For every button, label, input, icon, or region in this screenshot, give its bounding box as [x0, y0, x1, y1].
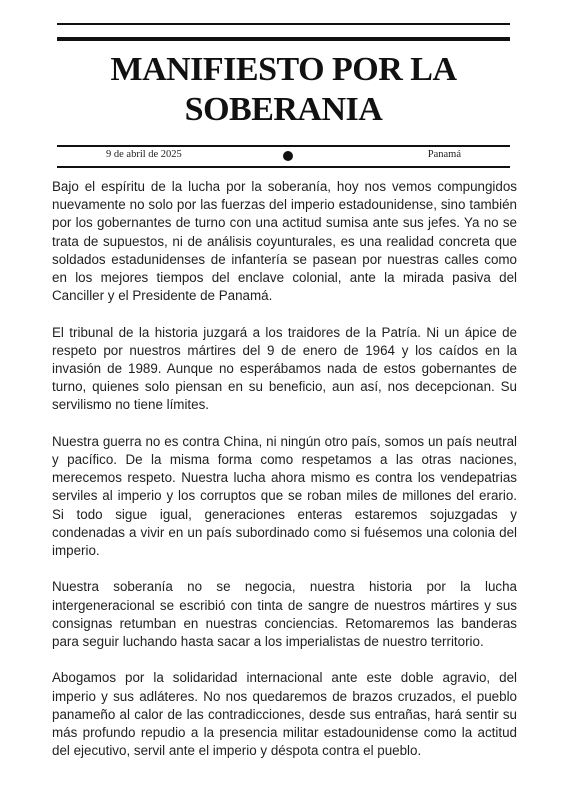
document-place: Panamá	[427, 149, 461, 160]
top-thin-rule	[57, 23, 510, 25]
paragraph-5: Abogamos por la solidaridad internacional ante este doble agravio, del imperio y sus adláteres. No nos quedaremos de brazos cruzados, el pueblo panameño al calor de las contradicciones, desde sus entrañas, hará sentir su más profundo repudio a la presencia militar estadounidense como la actitud del ejecutivo, servil ante el imperio y déspota contra el pueblo.	[52, 670, 517, 759]
top-thick-rule	[57, 37, 510, 41]
manifesto-body	[52, 178, 517, 779]
meta-bar	[57, 146, 510, 166]
document-date: 9 de abril de 2025	[106, 149, 182, 160]
paragraph-2: El tribunal de la historia juzgará a los traidores de la Patría. Ni un ápice de respeto por nuestros mártires del 9 de enero de 1964 y los caídos en la invasión de 1989. Aunque no esperábamos nada de estos gobernantes de turno, quienes solo piensan en su beneficio, aun así, nos decepcionan. Su servilismo no tiene límites.	[52, 324, 517, 413]
paragraph-3: Nuestra guerra no es contra China, ni ningún otro país, somos un país neutral y pacífico. De la misma forma como respetamos a las otras naciones, merecemos respeto. Nuestra lucha ahora mismo es contra los vendepatrias serviles al imperio y los corruptos que se roban miles de millones del erario. Si todo sigue igual, generaciones enteras estaremos sojuzgadas y condenadas a vivir en un país subordinado como si fuésemos una colonia del imperio.	[52, 433, 517, 559]
document-title: MANIFIESTO POR LA SOBERANIA	[110, 51, 457, 128]
meta-bottom-rule	[57, 166, 510, 168]
paragraph-1: Bajo el espíritu de la lucha por la soberanía, hoy nos vemos compungidos nuevamente no solo por las fuerzas del imperio estadounidense, sino también por los gobernantes de turno con una actitud sumisa ante sus jefes. Ya no se trata de supuestos, ni de análisis coyunturales, es una realidad concreta que soldados estadunidenses de infantería se pasean por nuestras calles como en los mejores tiempos del enclave colonial, ante la mirada pasiva del Canciller y el Presidente de Panamá.	[52, 179, 517, 304]
paragraph-4: Nuestra soberanía no se negocia, nuestra historia por la lucha intergeneracional se escribió con tinta de sangre de nuestros mártires y sus consignas retumban en nuestras conciencias. Retomaremos las banderas para seguir luchando hasta sacar a los imperialistas de nuestro territorio.	[52, 579, 517, 650]
bullet-dot-icon	[283, 151, 293, 161]
